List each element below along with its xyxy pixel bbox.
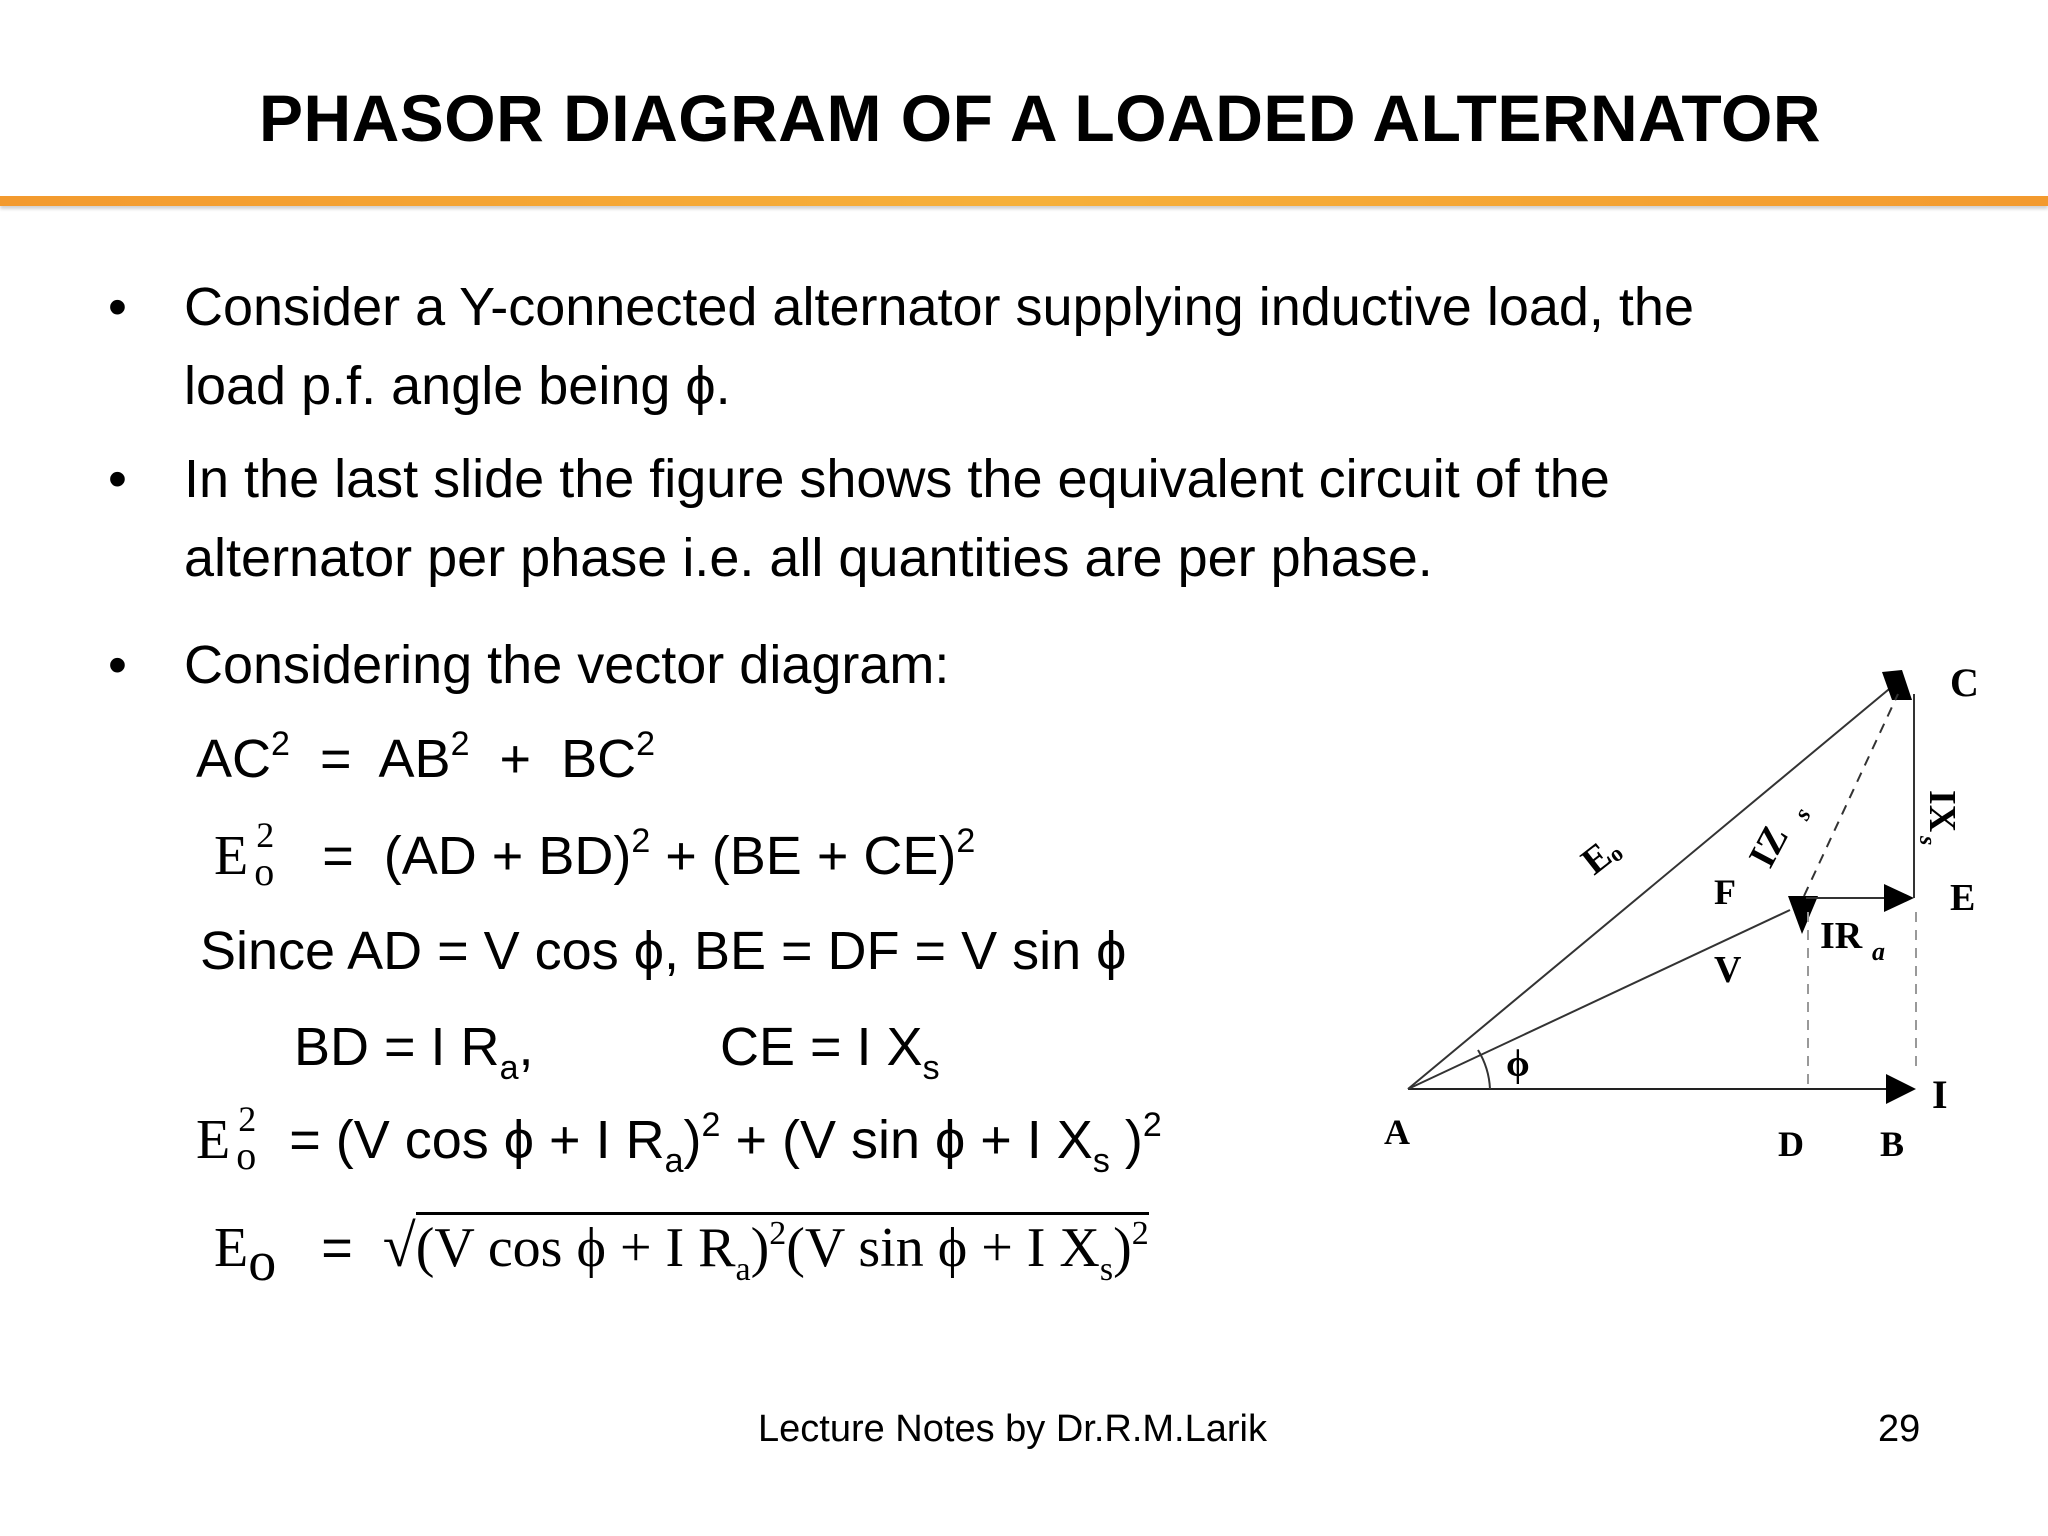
term-ad-bd: (AD + BD)	[383, 826, 632, 886]
term-ce: CE = I X	[720, 1017, 923, 1077]
equation-ce: CE = I $X_s$	[720, 1017, 940, 1087]
svg-text:IZ: IZ	[1740, 819, 1797, 875]
svg-text:s: s	[1789, 804, 1817, 825]
term-bd: BD = I R	[294, 1017, 500, 1077]
svg-text:a: a	[1872, 937, 1885, 966]
label-b: B	[1880, 1124, 1905, 1164]
bullet-3-line-1: Considering the vector diagram:	[184, 635, 950, 695]
ira-arrowhead	[1884, 884, 1914, 912]
label-c: C	[1950, 660, 1979, 705]
bullet-2-line-2: alternator per phase i.e. all quantities are per phase.	[184, 528, 1433, 588]
label-a: A	[1384, 1112, 1410, 1152]
bullet-1-line-1: Consider a Y-connected alternator supplying inductive load, the	[184, 277, 1694, 337]
bullet-dot: •	[108, 449, 127, 509]
bullet-1-line-2: load p.f. angle being ϕ.	[184, 356, 731, 416]
sub-sup: 2 o	[236, 1099, 257, 1178]
equation-bd-ce: BD = I $R_a$,	[294, 1017, 534, 1087]
bullet-dot: •	[108, 277, 127, 337]
plus-sign: +	[499, 729, 532, 789]
term-be-ce: + (BE + CE)	[650, 826, 957, 886]
svg-text:s: s	[1914, 836, 1940, 846]
label-eo: Eₒ	[1573, 827, 1629, 884]
exponent: 2	[636, 725, 656, 763]
svg-text:IX: IX	[1921, 790, 1963, 833]
symbol-e: E	[196, 1109, 231, 1171]
exponent: 2	[271, 725, 290, 763]
footer-credit: Lecture Notes by Dr.R.M.Larik	[758, 1408, 1267, 1450]
page-number: 29	[1878, 1408, 1921, 1450]
izs-phasor-line	[1804, 694, 1898, 896]
label-ira	[1820, 915, 1885, 966]
bullet-dot: •	[108, 635, 127, 695]
label-i: I	[1932, 1072, 1948, 1117]
symbol-e: E	[214, 1217, 249, 1279]
equals-sign: =	[322, 826, 354, 886]
equals-sign: =	[321, 1218, 353, 1278]
label-d: D	[1778, 1124, 1804, 1164]
term-bc: BC	[561, 729, 637, 789]
svg-text:IR: IR	[1820, 915, 1863, 957]
equation-eo-squared-ad-bd: E 2 o = (AD + BD)$^2$ + (BE + CE)$^2$	[214, 815, 976, 894]
equals-sign: =	[319, 729, 352, 789]
symbol-e: E	[214, 825, 249, 887]
sub-sup: 2 o	[254, 815, 275, 894]
term-ab: AB	[378, 729, 451, 789]
radical-sign: √	[382, 1213, 416, 1279]
label-f: F	[1714, 872, 1736, 912]
label-v: V	[1714, 949, 1742, 991]
slide-title: PHASOR DIAGRAM OF A LOADED ALTERNATOR	[258, 81, 1822, 155]
label-phi: ϕ	[1506, 1043, 1530, 1085]
equation-eo-squared-full: E 2 o = (V cos ϕ + I $R_a)^2 + (V$ sin ϕ + I $X_s$ )$^2$	[196, 1099, 1162, 1180]
v-arrowhead	[1788, 896, 1818, 934]
exponent: 2	[450, 725, 470, 763]
equation-since: Since AD = V cos ϕ, BE = DF = V sin ϕ	[200, 921, 1127, 981]
term-ac: AC	[196, 729, 272, 789]
equation-eo-sqrt: $E_o$ = √(V cos ϕ + I $R_a)^2(V$ sin ϕ + I $X_s)^2$	[214, 1213, 1149, 1293]
current-arrowhead	[1886, 1074, 1916, 1104]
v-phasor-line	[1408, 910, 1790, 1089]
label-izs	[1741, 793, 1817, 877]
label-e: E	[1950, 877, 1976, 919]
bullet-2-line-1: In the last slide the figure shows the equivalent circuit of the	[184, 449, 1610, 509]
label-ixs	[1914, 790, 1963, 845]
radicand: (V cos ϕ + I $R_a)^2(V$ sin ϕ + I $X_s)^2$	[416, 1212, 1149, 1279]
eo-phasor-line	[1408, 680, 1900, 1089]
